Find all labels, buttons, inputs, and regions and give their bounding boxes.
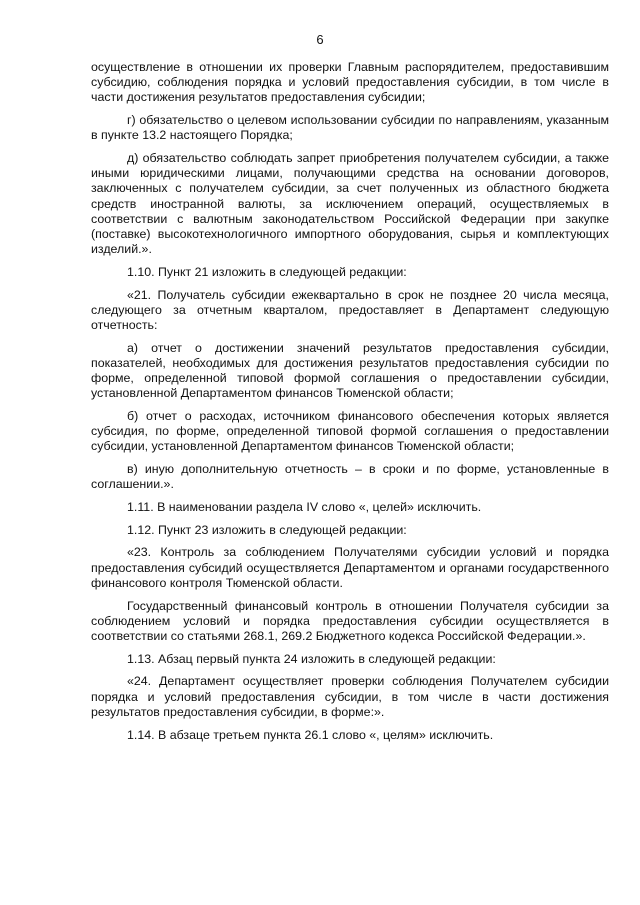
paragraph-clause-24: «24. Департамент осуществляет проверки соблюдения Получателем субсидии порядка и условий предоставления субсидии, в том числе в части достижения результатов предоставления субсидии, в форме:».	[91, 674, 609, 719]
paragraph-continuation: осуществление в отношении их проверки Главным распорядителем, предоставившим субсидию, соблюдения порядка и условий предоставления субсидии, в том числе в части достижения результатов предоставления субсидии;	[91, 60, 609, 105]
page-number: 6	[316, 32, 324, 47]
paragraph-clause-21-a: а) отчет о достижении значений результатов предоставления субсидии, показателей, необходимых для достижения результатов предоставления субсидии по форме, определенной типовой формой соглашения о предоставлении субсидии, установленной Департаментом финансов Тюменской области;	[91, 340, 609, 401]
document-body	[91, 60, 609, 750]
paragraph-amendment-1-12: 1.12. Пункт 23 изложить в следующей редакции:	[127, 522, 407, 537]
paragraph-clause-21-b: б) отчет о расходах, источником финансового обеспечения которых является субсидия, по форме, определенной типовой формой соглашения о предоставлении субсидии, установленной Департаментом финансов Тюменской области;	[91, 409, 609, 454]
paragraph-clause-21: «21. Получатель субсидии ежеквартально в срок не позднее 20 числа месяца, следующего за отчетным кварталом, предоставляет в Департамент следующую отчетность:	[91, 287, 609, 333]
paragraph-state-control: Государственный финансовый контроль в отношении Получателя субсидии за соблюдением условий и порядка предоставления субсидии осуществляется в соответствии со статьями 268.1, 269.2 Бюджетного кодекса Российской Федерации.».	[91, 598, 609, 643]
paragraph-clause-23: «23. Контроль за соблюдением Получателями субсидии условий и порядка предоставления субсидий осуществляется Департаментом и органами государственного финансового контроля Тюменской области.	[91, 545, 609, 590]
paragraph-amendment-1-10: 1.10. Пункт 21 изложить в следующей редакции:	[127, 264, 407, 279]
paragraph-amendment-1-13: 1.13. Абзац первый пункта 24 изложить в следующей редакции:	[127, 651, 496, 666]
paragraph-item-d: д) обязательство соблюдать запрет приобретения получателем субсидии, а также иными юридическими лицами, получающими средства на основании договоров, заключенных с получателем субсидии, за счет полученных из областного бюджета средств иностранной валюты, за исключением операций, осуществляемых в соответствии с валютным законодательством Российской Федерации при закупке (поставке) высокотехнологичного импортного оборудования, сырья и комплектующих изделий.».	[91, 151, 609, 257]
paragraph-item-g: г) обязательство о целевом использовании субсидии по направлениям, указанным в пункте 13.2 настоящего Порядка;	[91, 113, 609, 143]
paragraph-clause-21-v: в) иную дополнительную отчетность – в сроки и по форме, установленные в соглашении.».	[91, 462, 609, 492]
paragraph-amendment-1-11: 1.11. В наименовании раздела IV слово «, целей» исключить.	[127, 500, 482, 515]
paragraph-amendment-1-14: 1.14. В абзаце третьем пункта 26.1 слово «, целям» исключить.	[127, 727, 494, 742]
